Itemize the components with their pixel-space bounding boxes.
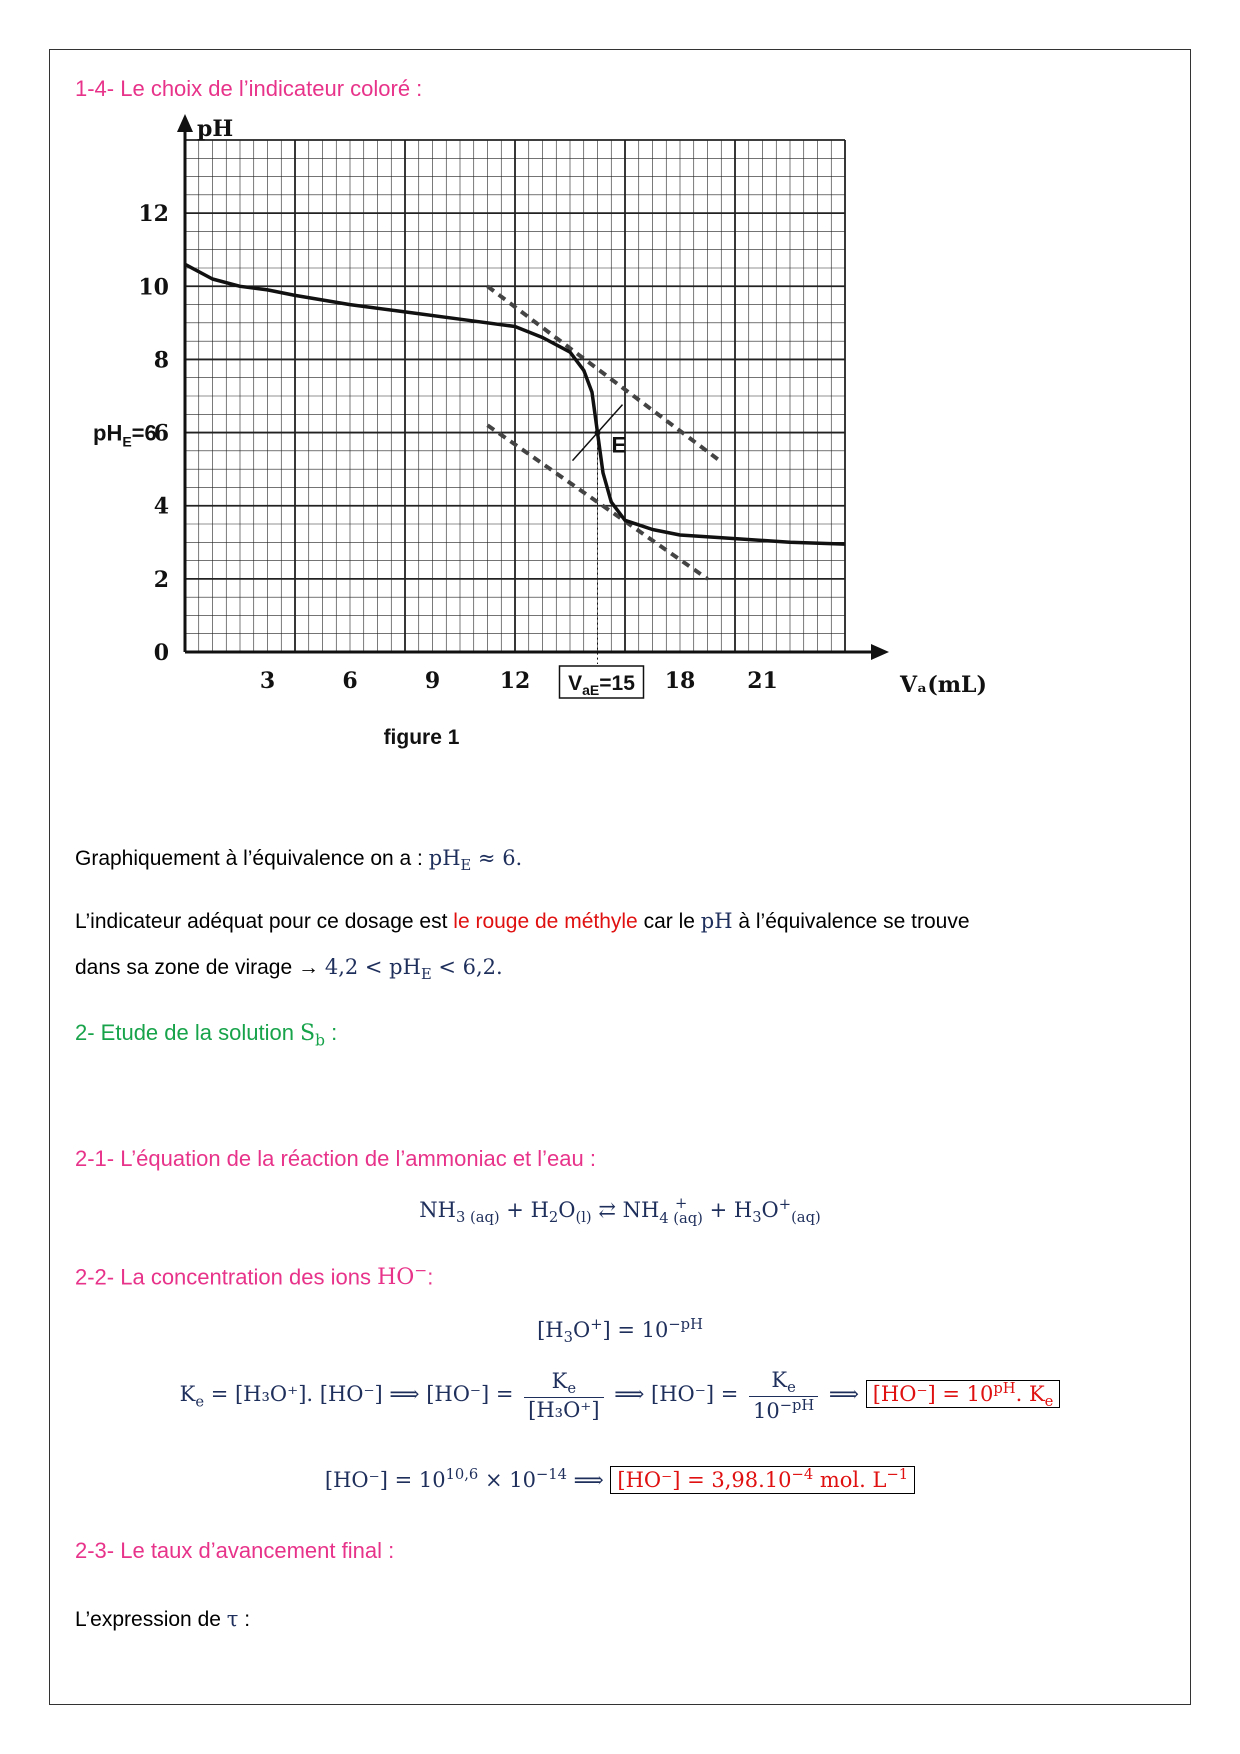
paragraph-tau: L’expression de τ : <box>75 1607 251 1631</box>
titration-chart <box>80 112 987 817</box>
y-tick-label: 2 <box>153 566 169 593</box>
section-2-2-title: 2-2- La concentration des ions HO−: <box>75 1262 434 1291</box>
indicator-name: le rouge de méthyle <box>453 910 638 933</box>
x-axis-label: Vₐ(mL) <box>900 672 987 698</box>
paragraph-indicator: L’indicateur adéquat pour ce dosage est le rouge de méthyle car le pH à l’équivalence se trouve <box>75 909 970 933</box>
x-tick-label: 3 <box>259 668 276 694</box>
equation-ho-value: $[HO^-] = 10^{10,6} \times 10^{-14}$ ⟹ $[HO^-] = 3,98.10^{-4}$ mol. $L^{-1}$ <box>49 1466 1191 1492</box>
equivalence-label: E <box>611 432 627 458</box>
section-2-3-title: 2-3- Le taux d’avancement final : <box>75 1538 395 1563</box>
result-box-ho-formula: $[HO^-] = 10^{pH}$. $K_e$ <box>866 1380 1061 1408</box>
paragraph-ph-equivalence: Graphiquement à l’équivalence on a : $pH_E \approx 6$. <box>75 846 523 875</box>
y-tick-label: 0 <box>153 640 169 666</box>
x-tick-label: 12 <box>499 668 531 694</box>
chart-svg <box>80 112 987 817</box>
y-tick-label: 4 <box>153 493 169 520</box>
x-tick-label: 18 <box>664 668 696 694</box>
chart-grid <box>185 140 845 652</box>
result-box-ho-value: $[HO^-] = 3,98.10^{-4}$ mol. $L^{-1}$ <box>610 1466 915 1494</box>
y-tick-label: 6 <box>153 420 169 447</box>
y-axis-label: pH <box>197 116 234 142</box>
section-2-title: 2- Etude de la solution $S_b$ : <box>75 1020 338 1050</box>
section-2-1-title: 2-1- L’équation de la réaction de l’ammoniac et l’eau : <box>75 1146 596 1171</box>
x-tick-label: 9 <box>424 668 441 694</box>
x-axis-arrow <box>871 644 889 660</box>
y-axis-arrow <box>177 114 193 132</box>
vae-label: $V_{aE}=15$ <box>568 672 635 698</box>
equation-ke: $K_e = [H_3O^+]$. [HO⁻] ⟹ [HO⁻] = $\frac{K_e}{\text{[H₃O⁺]}}$ ⟹ [HO⁻] = $\frac{K_e}{10^{-pH}}$ ⟹ $[HO^-] = 10^{pH}$. $K_e$ <box>49 1368 1191 1423</box>
reaction-equation: $NH_{3 (aq)} + H_2O_{(l)}$ ⇄ NH + 4 (aq) + $H_3O^+_{(aq)}$ <box>419 1194 821 1227</box>
tangent-line <box>488 286 722 462</box>
section-1-4-title: 1-4- Le choix de l’indicateur coloré : <box>75 76 423 101</box>
y-tick-label: 8 <box>153 347 169 374</box>
y-tick-label: 12 <box>138 201 169 228</box>
ph-equivalence-label: $pH_E=6$ <box>93 420 157 450</box>
x-tick-label: 6 <box>342 668 358 694</box>
chart-title: figure 1 <box>383 726 460 749</box>
paragraph-virage: dans sa zone de virage → $4,2 < pH_E < 6,2$. <box>75 955 503 984</box>
equation-h3o: $[H_3O^+] = 10^{-pH}$ <box>537 1316 703 1347</box>
y-tick-label: 10 <box>138 274 169 301</box>
x-tick-label: 21 <box>747 668 778 694</box>
